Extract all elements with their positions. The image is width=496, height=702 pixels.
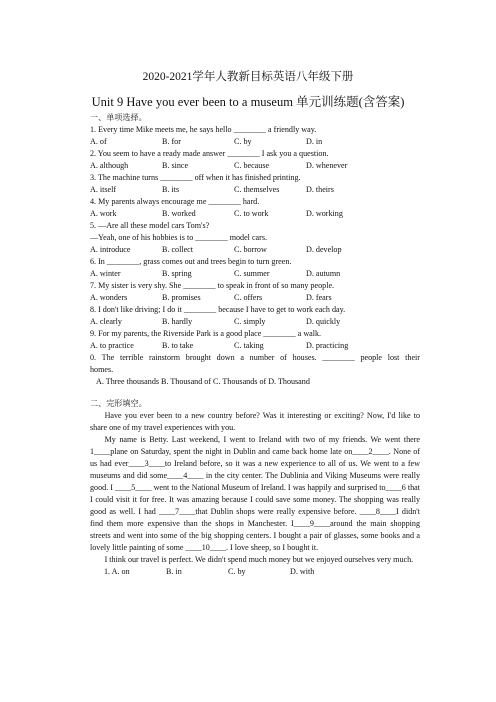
option-b: B. worked [162, 209, 196, 218]
question-stem-reply: —Yeah, one of his hobbies is to ________ model cars. [90, 233, 267, 242]
question-10 [90, 352, 420, 388]
option-b: B. hardly [162, 317, 193, 326]
option-a: A. itself [90, 185, 117, 194]
option-a: A. to practice [90, 341, 134, 350]
option-b: B. for [162, 137, 181, 146]
option-d: D. quickly [306, 317, 341, 326]
option-a: A. introduce [90, 245, 131, 254]
question-stem: 1. Every time Mike meets me, he says hello ________ a friendly way. [90, 125, 317, 134]
option-d: D. with [290, 567, 315, 576]
question-stem: 7. My sister is very shy. She ________ to speak in front of so many people. [90, 281, 335, 290]
question-2 [90, 148, 420, 172]
spacer [90, 388, 420, 398]
option-a: A. winter [90, 269, 121, 278]
question-stem: 2. You seem to have a ready made answer ________ I ask you a question. [90, 149, 329, 158]
unit-title: Unit 9 Have you ever been to a museum 单元训练题(含答案) [91, 95, 405, 109]
question-5 [90, 220, 420, 256]
section-heading: 一、单项选择。 [90, 113, 147, 122]
option-c: C. offers [234, 293, 263, 302]
cloze-option-row [90, 566, 420, 578]
option-row [90, 208, 420, 220]
option-row [90, 160, 420, 172]
option-a: A. wonders [90, 293, 128, 302]
option-b: B. in [166, 567, 182, 576]
option-d: D. theirs [306, 185, 334, 194]
question-8 [90, 304, 420, 328]
option-d: D. autumn [306, 269, 341, 278]
question-7 [90, 280, 420, 304]
option-row [90, 292, 420, 304]
question-3 [90, 172, 420, 196]
option-c: C. by [234, 137, 252, 146]
option-d: D. in [306, 137, 323, 146]
option-b: B. its [162, 185, 180, 194]
option-c: C. borrow [234, 245, 267, 254]
question-stem: 0. The terrible rainstorm brought down a number of houses. ________ people lost their [90, 353, 420, 362]
question-4 [90, 196, 420, 220]
option-c: C. summer [234, 269, 270, 278]
option-d: D. working [306, 209, 343, 218]
passage-paragraph: My name is Betty. Last weekend, I went to Ireland with two of my friends. We went there 1____plane on Saturday, spent the night in Dublin and came back home late on____2____. None of us had ever____3____to Ireland before, so it was a new experience to all of us. We went to a few museums and did some____4____ in the city center. The Dublinia and Viking Museums were really good. I ____5____ went to the National Museum of Ireland. I was happily and surprised to____6 that I could visit it for free. It was amazing because I could save some money. The shopping was really good as well. I had ____7____that Dublin shops were really expensive before. ____8____I didn't find them more expensive than the shops in Manchester. I____9____around the main shopping streets and went into some of the big shopping centers. I bought a pair of glasses, some books and a lovely little painting of some ____10____. I love sheep, so I bought it. [90, 435, 420, 552]
option-row [90, 184, 420, 196]
option-a: A. work [90, 209, 117, 218]
document-title: 2020-2021学年人教新目标英语八年级下册 [142, 71, 354, 83]
option-b: B. since [162, 161, 189, 170]
document-body [90, 112, 420, 578]
option-a: A. although [90, 161, 129, 170]
option-d: D. fears [306, 293, 332, 302]
option-b: B. spring [162, 269, 192, 278]
option-c: C. because [234, 161, 270, 170]
passage-paragraph: I think our travel is perfect. We didn't spend much money but we enjoyed ourselves very much. [104, 555, 414, 564]
question-stem: 4. My parents always encourage me ________ hard. [90, 197, 260, 206]
option-row [90, 268, 420, 280]
option-c: C. taking [234, 341, 264, 350]
option-d: D. practicing [306, 341, 349, 350]
option-c: C. by [228, 567, 246, 576]
question-stem-continued: homes. [90, 365, 114, 374]
option-d: D. whenever [306, 161, 348, 170]
option-row [90, 316, 420, 328]
question-6 [90, 256, 420, 280]
option-b: B. promises [162, 293, 201, 302]
option-c: C. themselves [234, 185, 280, 194]
passage-paragraph: Have you ever been to a new country before? Was it interesting or exciting? Now, I'd like to share one of my travel experiences with you. [90, 411, 420, 432]
question-stem: 6. In ________, grass comes out and trees begin to turn green. [90, 257, 292, 266]
question-stem: 5. —Are all these model cars Tom's? [90, 221, 210, 230]
option-a: 1. A. on [104, 567, 130, 576]
option-row [90, 136, 420, 148]
option-c: C. to work [234, 209, 269, 218]
option-c: C. simply [234, 317, 266, 326]
section-heading: 二、完形填空。 [90, 399, 147, 408]
option-a: A. clearly [90, 317, 122, 326]
question-9 [90, 328, 420, 352]
option-a: A. of [90, 137, 107, 146]
question-1 [90, 124, 420, 148]
option-d: D. develop [306, 245, 342, 254]
option-b: B. to take [162, 341, 194, 350]
question-stem: 3. The machine turns ________ off when it has finished printing. [90, 173, 301, 182]
question-stem: 9. For my parents, the Riverside Park is a good place ________ a walk. [90, 329, 322, 338]
option-row [90, 244, 420, 256]
question-stem: 8. I don't like driving; I do it ________ because I have to get to work each day. [90, 305, 346, 314]
option-row [90, 340, 420, 352]
option-row: A. Three thousands B. Thousand of C. Thousands of D. Thousand [96, 377, 310, 386]
option-b: B. collect [162, 245, 194, 254]
